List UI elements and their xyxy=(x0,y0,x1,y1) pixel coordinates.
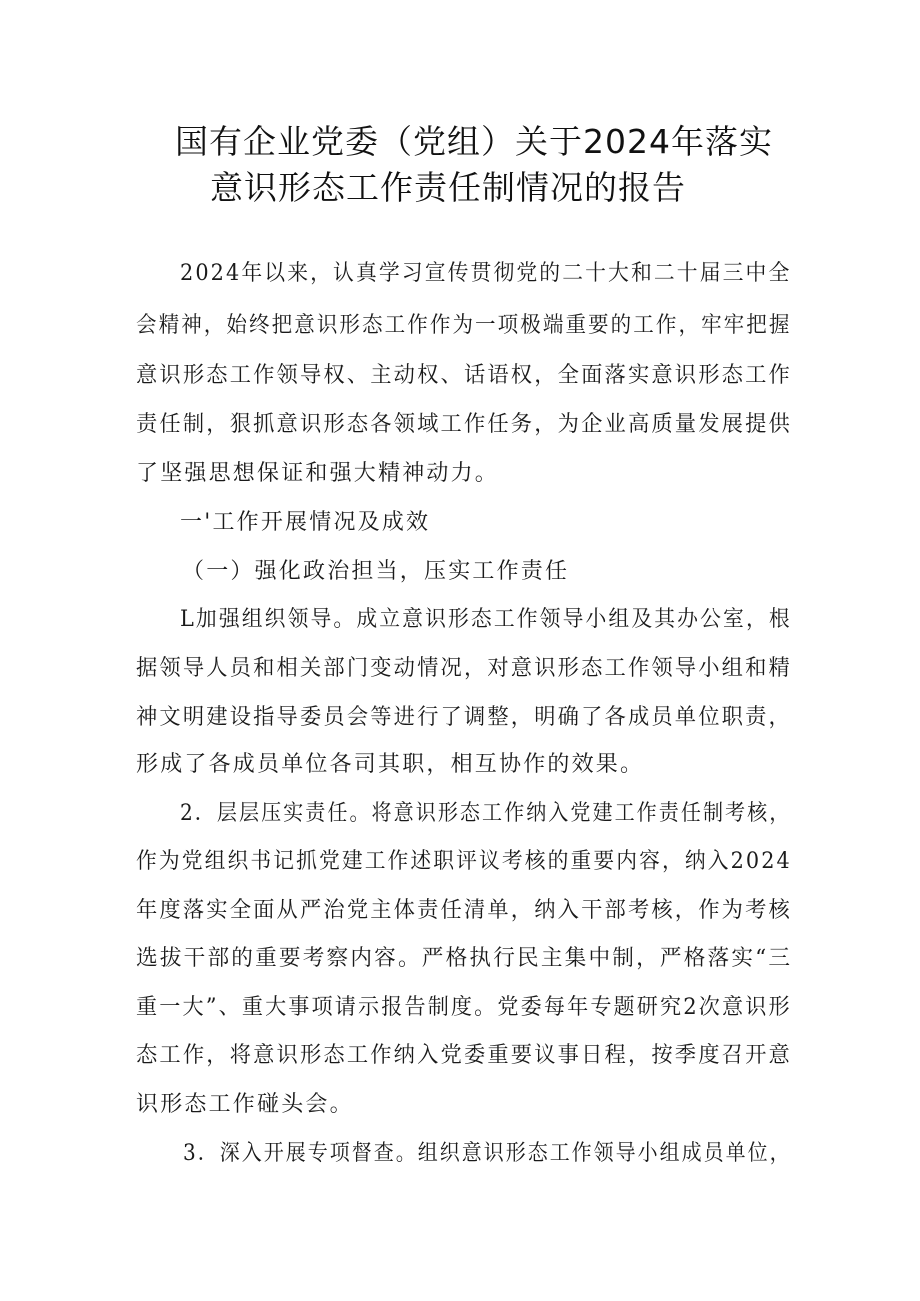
paragraph-line: 3．深入开展专项督查。组织意识形态工作领导小组成员单位， xyxy=(183,1141,792,1166)
subsection-heading: （一）强化政治担当，压实工作责任 xyxy=(182,559,570,584)
paragraph-line: 据领导人员和相关部门变动情况，对意识形态工作领导小组和精 xyxy=(136,656,792,681)
paragraph-line: 2024年以来，认真学习宣传贯彻党的二十大和二十届三中全 xyxy=(180,261,792,286)
paragraph-line: 识形态工作碰头会。 xyxy=(136,1092,354,1117)
paragraph-line: 会精神，始终把意识形态工作作为一项极端重要的工作，牢牢把握 xyxy=(136,313,792,338)
paragraph-line: 意识形态工作领导权、主动权、话语权，全面落实意识形态工作 xyxy=(136,363,792,388)
paragraph-line: 了坚强思想保证和强大精神动力。 xyxy=(136,461,500,486)
paragraph-line: 作为党组织书记抓党建工作述职评议考核的重要内容，纳入2024 xyxy=(136,849,792,874)
document-title-line-2: 意识形态工作责任制情况的报告 xyxy=(210,168,686,207)
paragraph-line: 形成了各成员单位各司其职，相互协作的效果。 xyxy=(136,752,645,777)
section-heading: 一'工作开展情况及成效 xyxy=(180,510,431,535)
paragraph-line: L加强组织领导。成立意识形态工作领导小组及其办公室，根 xyxy=(180,607,792,632)
paragraph-line: 选拔干部的重要考察内容。严格执行民主集中制，严格落实“三 xyxy=(136,946,793,971)
paragraph-line: 年度落实全面从严治党主体责任清单，纳入干部考核，作为考核 xyxy=(136,898,792,923)
paragraph-line: 责任制，狠抓意识形态各领域工作任务，为企业高质量发展提供 xyxy=(136,412,792,437)
document-title-line-1: 国有企业党委（党组）关于2024年落实 xyxy=(175,122,773,161)
paragraph-line: 2．层层压实责任。将意识形态工作纳入党建工作责任制考核， xyxy=(180,801,792,826)
paragraph-line: 重一大”、重大事项请示报告制度。党委每年专题研究2次意识形 xyxy=(136,995,792,1020)
paragraph-line: 神文明建设指导委员会等进行了调整，明确了各成员单位职责， xyxy=(136,705,792,730)
paragraph-line: 态工作，将意识形态工作纳入党委重要议事日程，按季度召开意 xyxy=(136,1043,792,1068)
